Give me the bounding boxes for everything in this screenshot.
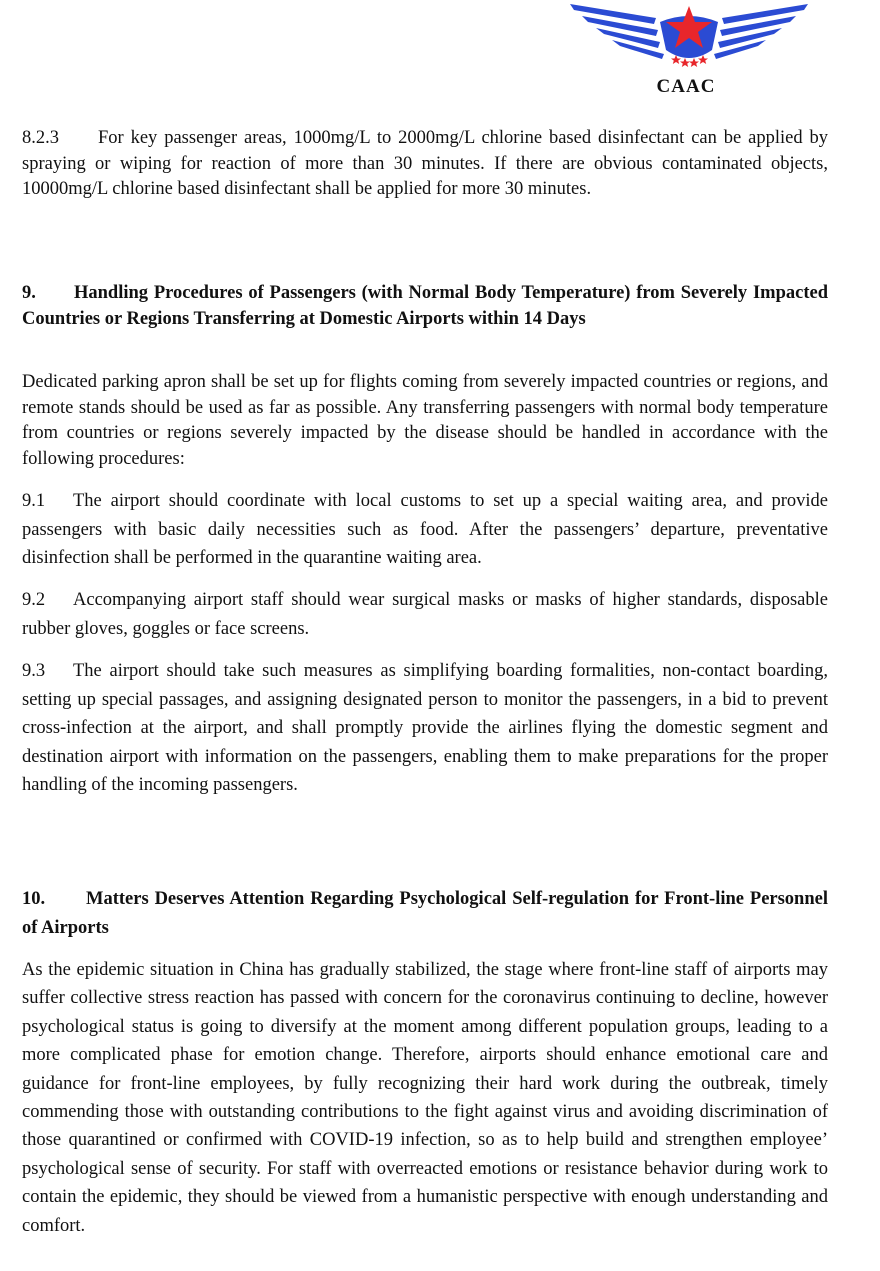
section-number: 9. [22,283,36,303]
caac-logo [568,0,810,102]
section-9-heading [22,281,828,332]
paragraph-9-1 [22,487,828,573]
caac-wings-star-logo-icon [568,0,810,80]
paragraph-9-2 [22,586,828,643]
paragraph-text: The airport should take such measures as simplifying boarding formalities, non-contact boarding, setting up special passages, and assigning designated person to monitor the passengers, in a bid to prevent cross-infection at the airport, and shall promptly provide the airlines flying the domestic segment and destination airport with information on the passengers, enabling them to make preparations for the proper handling of the incoming passengers. [22,661,828,796]
section-title: Matters Deserves Attention Regarding Psychological Self-regulation for Front-line Personnel of Airports [22,889,828,938]
section-number: 10. [22,889,46,909]
paragraph-text: For key passenger areas, 1000mg/L to 2000mg/L chlorine based disinfectant can be applied by spraying or wiping for reaction of more than 30 minutes. If there are obvious contaminated objects, 10000mg/L chlorine based disinfectant shall be applied for more 30 minutes. [22,128,828,199]
section-title: Handling Procedures of Passengers (with Normal Body Temperature) from Severely Impacted Countries or Regions Transferring at Domestic Airports within 14 Days [22,283,828,329]
paragraph-text: As the epidemic situation in China has gradually stabilized, the stage where front-line staff of airports may suffer collective stress reaction has passed with concern for the coronavirus continuing to decline, however psychological status is going to diversify at the moment among different population groups, leading to a more complicated phase for emotion change. Therefore, airports should enhance emotional care and guidance for front-line employees, by fully recognizing their hard work during the outbreak, timely commending those with outstanding contributions to the fight against virus and avoiding discrimination of those quarantined or confirmed with COVID-19 infection, so as to help build and strengthen employee’ psychological sense of security. For staff with overreacted emotions or resistance behavior during work to contain the epidemic, they should be viewed from a humanistic perspective with enough understanding and comfort. [22,960,828,1236]
logo-text: CAAC [656,76,716,97]
section-10-body [22,956,828,1240]
paragraph-number: 9.3 [22,661,46,681]
paragraph-number: 9.2 [22,590,46,610]
section-9-intro [22,370,828,472]
paragraph-8-2-3 [22,126,828,203]
paragraph-number: 8.2.3 [22,128,59,148]
paragraph-text: The airport should coordinate with local customs to set up a special waiting area, and provide passengers with basic daily necessities such as food. After the passengers’ departure, preventative disinfection shall be performed in the quarantine waiting area. [22,491,828,568]
paragraph-text: Dedicated parking apron shall be set up for flights coming from severely impacted countries or regions, and remote stands should be used as far as possible. Any transferring passengers with normal body temperature from countries or regions severely impacted by the disease should be handled in accordance with the following procedures: [22,372,828,469]
section-10-heading [22,885,828,942]
paragraph-number: 9.1 [22,491,46,511]
paragraph-text: Accompanying airport staff should wear surgical masks or masks of higher standards, disposable rubber gloves, goggles or face screens. [22,590,828,639]
paragraph-9-3 [22,657,828,800]
